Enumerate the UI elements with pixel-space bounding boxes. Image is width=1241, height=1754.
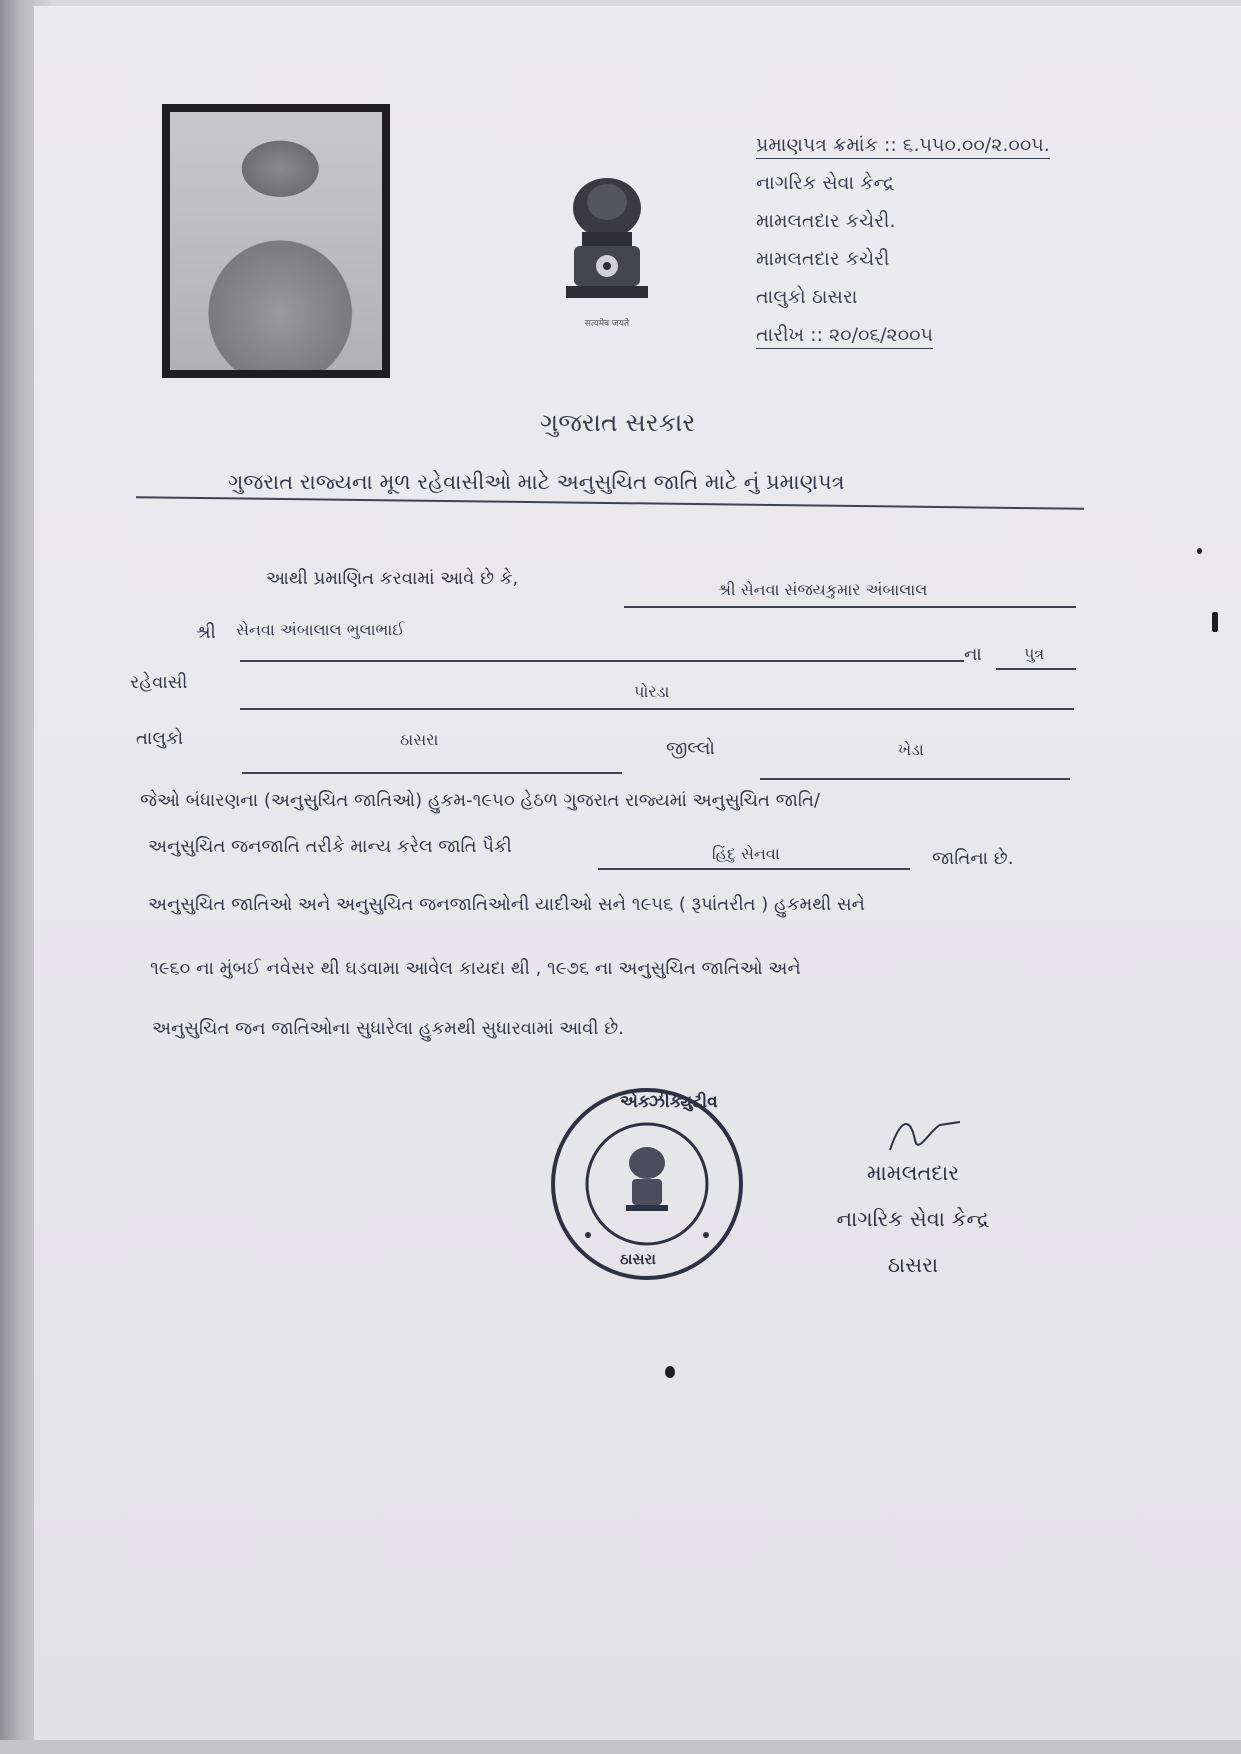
para1-line1: જેઓ બંધારણના (અનુસુચિત જાતિઓ) હુકમ-૧૯૫૦ હેઠળ ગુજરાત રાજ્યમાં અનુસુચિત જાતિ/ — [140, 790, 820, 811]
national-emblem-icon — [552, 168, 662, 338]
ink-mark — [1212, 612, 1218, 632]
government-title: ગુજરાત સરકાર — [540, 408, 696, 437]
signatory-office: નાગરિક સેવા કેન્દ્ર — [836, 1207, 990, 1231]
para2-line2: ૧૯૬૦ ના મુંબઈ નવેસર થી ઘડવામા આવેલ કાયદા થી , ૧૯૭૬ ના અનુસુચિત જાતિઓ અને — [150, 958, 801, 979]
relation-value: પુત્ર — [1024, 644, 1045, 663]
holder-photo — [162, 104, 390, 378]
signature-block — [828, 1150, 998, 1288]
office-header — [756, 126, 1050, 354]
para2-line3: અનુસુચિત જન જાતિઓના સુધારેલા હુકમથી સુધારવામાં આવી છે. — [152, 1018, 624, 1039]
holder-name: શ્રી સેનવા સંજયકુમાર અંબાલાલ — [718, 580, 928, 599]
certificate-title: ગુજરાત રાજ્યના મૂળ રહેવાસીઓ માટે અનુસુચિત જાતિ માટે નું પ્રમાણપત્ર — [228, 470, 845, 494]
taluka-line — [242, 772, 622, 774]
resident-value: પોરડા — [634, 682, 670, 701]
office-line-4: તાલુકો ઠાસરા — [756, 286, 858, 308]
certificate-number: પ્રમાણપત્ર ક્રમાંક :: ૬.૫૫૦.૦૦/૨.૦૦૫. — [756, 134, 1050, 159]
signatory-designation: મામલતદાર — [866, 1161, 960, 1185]
district-value: ખેડા — [898, 740, 924, 759]
issue-date: તારીખ :: ૨૦/૦૬/૨૦૦૫ — [756, 324, 933, 349]
office-line-2: મામલતદાર કચેરી. — [756, 210, 896, 232]
para2-line1: અનુસુચિત જાતિઓ અને અનુસુચિત જનજાતિઓની યાદીઓ સને ૧૯૫૬ ( રૂપાંતરીત ) હુકમથી સને — [148, 894, 865, 915]
caste-suffix: જાતિના છે. — [932, 848, 1014, 869]
father-name-line — [240, 660, 964, 662]
relation-line — [996, 668, 1076, 670]
page-bottom-shadow — [0, 1740, 1241, 1754]
caste-line — [598, 868, 910, 870]
ink-dot — [1197, 548, 1202, 554]
father-name: સેનવા અંબાલાલ ભુલાભાઈ — [236, 620, 405, 639]
intro-text: આથી પ્રમાણિત કરવામાં આવે છે કે, — [266, 568, 519, 589]
seal-bottom-text: ઠાસરા — [620, 1250, 656, 1268]
office-line-1: નાગરિક સેવા કેન્દ્ર — [756, 172, 895, 194]
district-label: જીલ્લો — [666, 738, 715, 759]
district-line — [760, 778, 1070, 780]
caste-value: હિંદુ સેનવા — [712, 844, 780, 863]
para1-line2: અનુસુચિત જનજાતિ તરીકે માન્ય કરેલ જાતિ પૈકી — [148, 836, 512, 857]
office-line-3: મામલતદાર કચેરી — [756, 248, 890, 270]
seal-top-text: એક્ઝીક્યુટીવ — [620, 1092, 718, 1112]
signatory-place: ઠાસરા — [887, 1253, 939, 1277]
resident-line — [240, 708, 1074, 710]
emblem-caption: सत्यमेव जयते — [584, 319, 630, 329]
shri-label: શ્રી — [196, 622, 216, 643]
ink-dot — [665, 1366, 675, 1378]
resident-label: રહેવાસી — [130, 672, 188, 693]
of-label: ના — [964, 644, 982, 665]
taluka-label: તાલુકો — [136, 728, 184, 749]
holder-name-line — [624, 606, 1076, 608]
taluka-value: ઠાસરા — [400, 730, 439, 749]
